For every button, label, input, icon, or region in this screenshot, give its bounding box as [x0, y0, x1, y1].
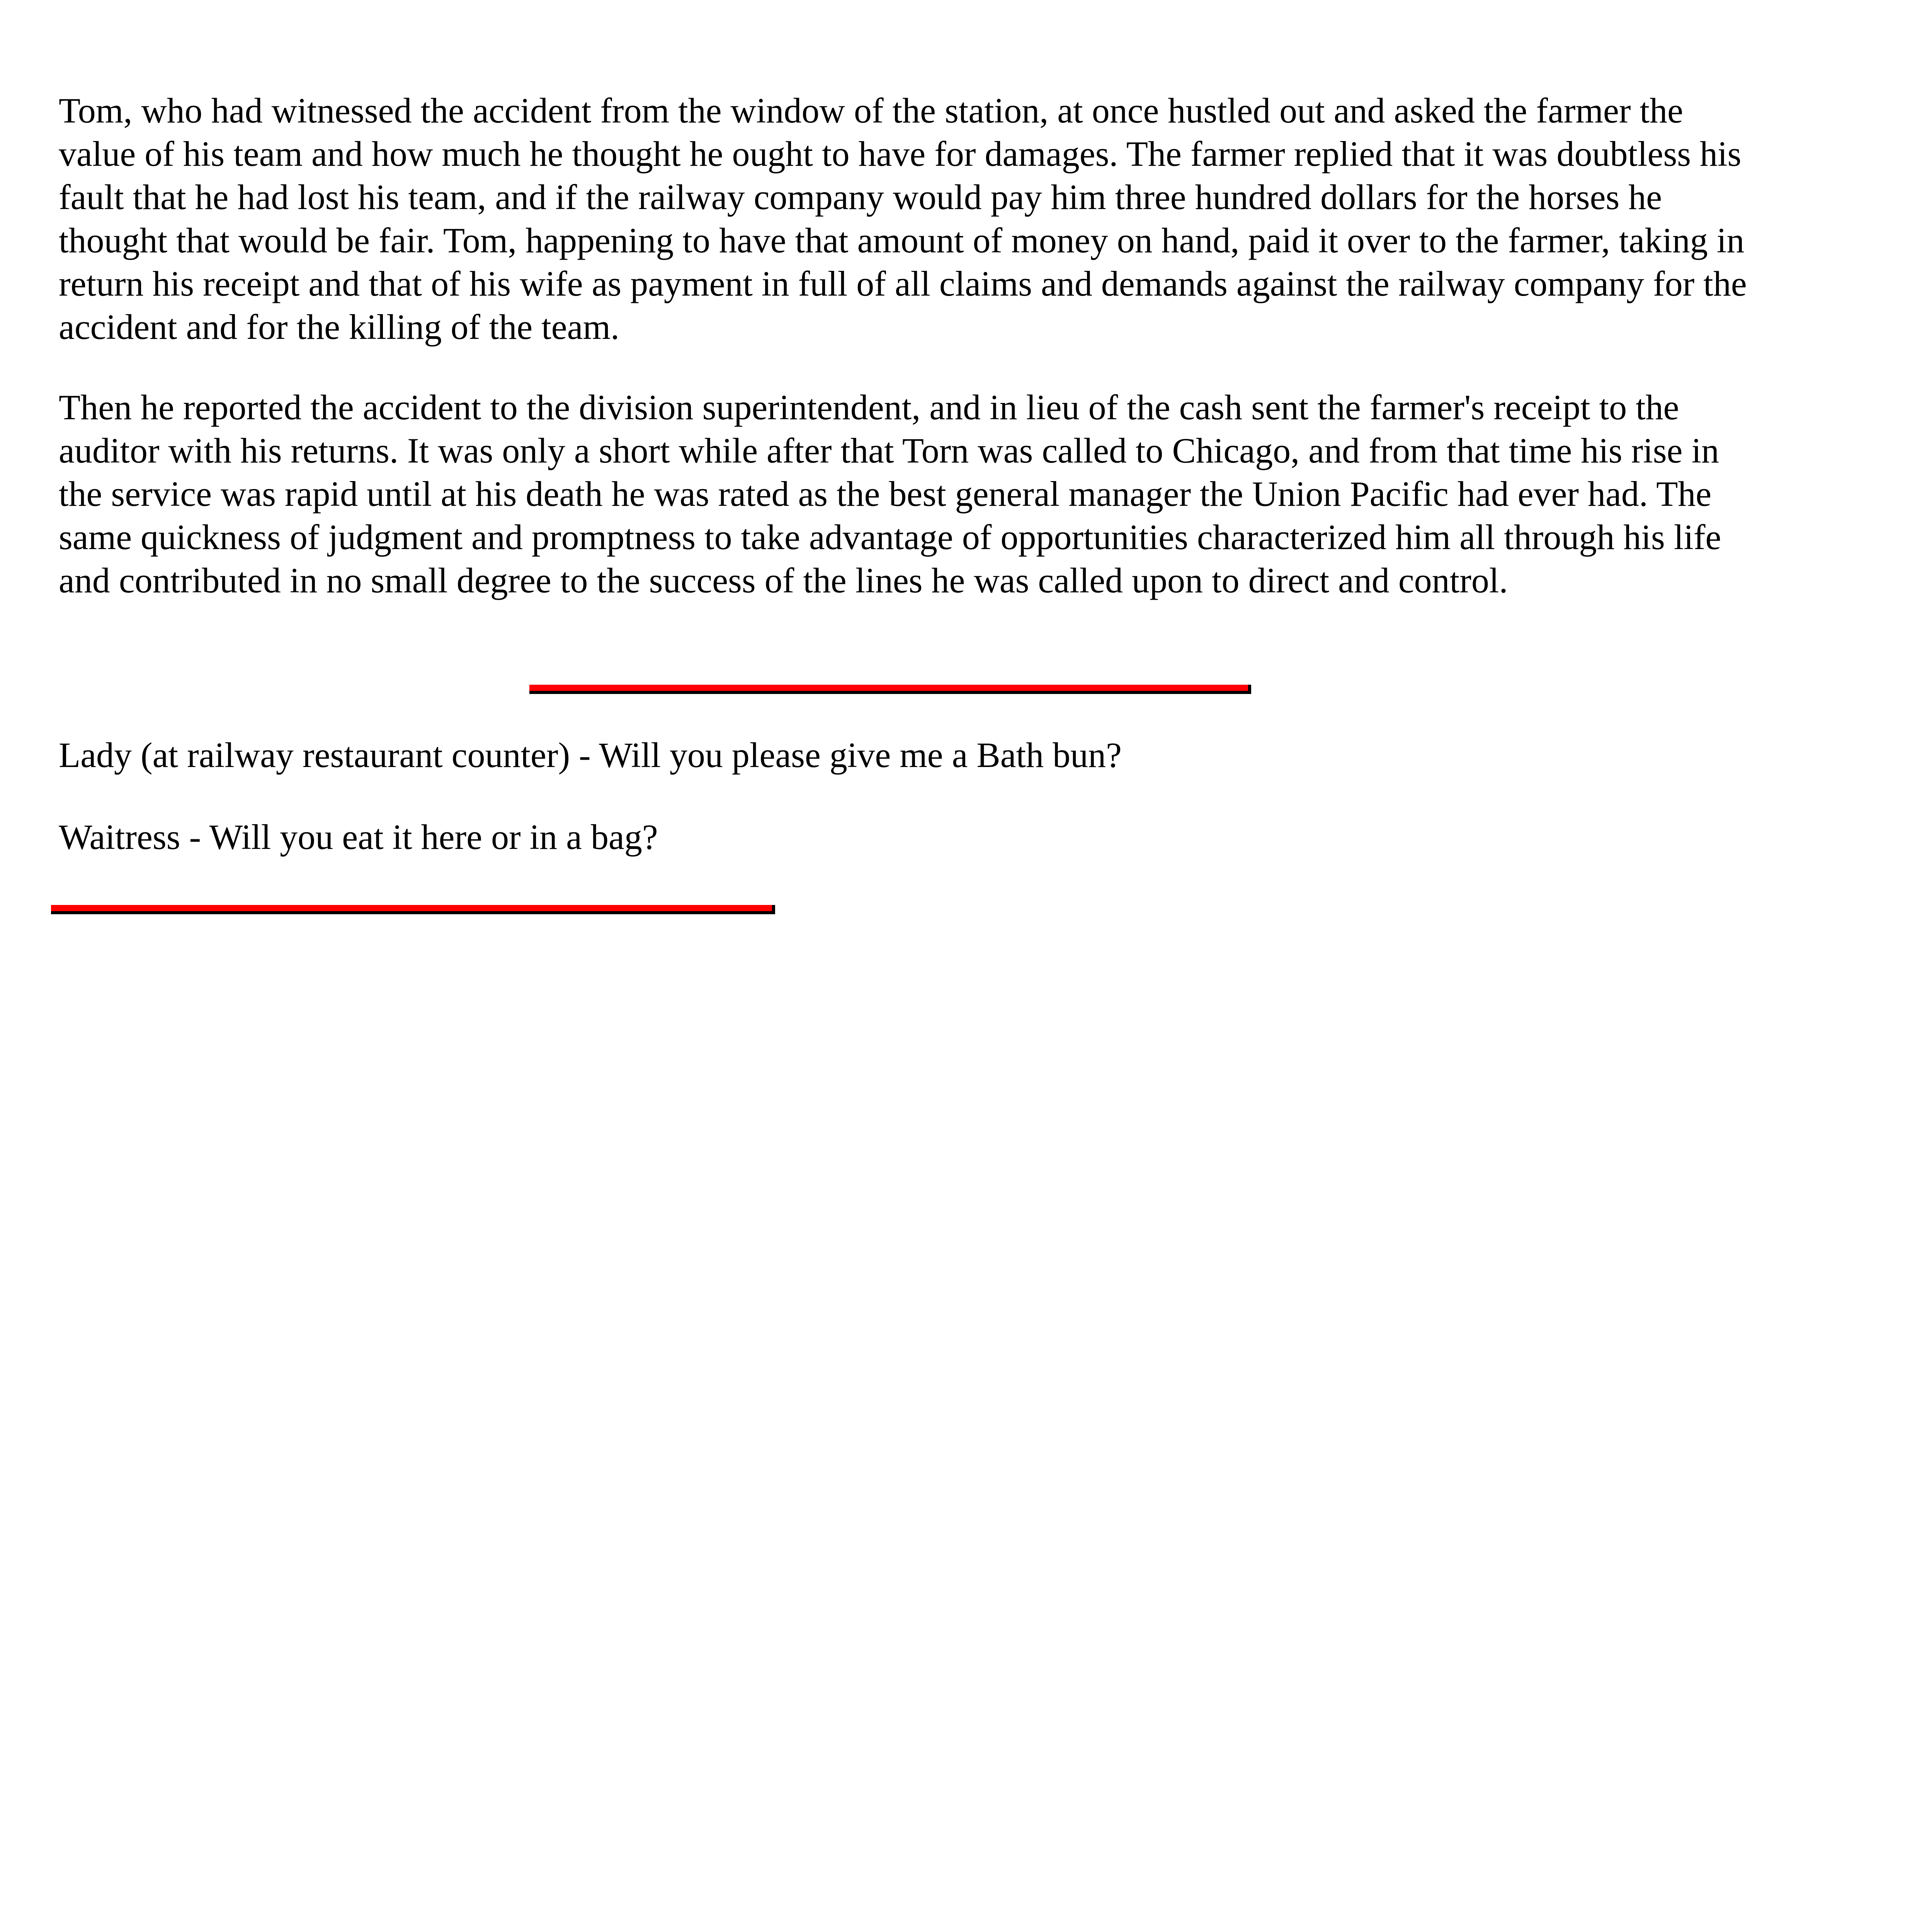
dialogue-line-1: Lady (at railway restaurant counter) - Will you please give me a Bath bun? — [59, 735, 1122, 775]
paragraph-1: Tom, who had witnessed the accident from the window of the station, at once hustled out and asked the farmer the value of his team and how much he thought he ought to have for damages. The farmer replied that it was doubtless his fault that he had lost his team, and if the railway company would pay him three hundred dollars for the horses he thought that would be fair. Tom, happening to have that amount of money on hand, paid it over to the farmer, taking in return his receipt and that of his wife as payment in full of all claims and demands against the railway company for the accident and for the killing of the team. — [59, 91, 1747, 347]
paragraph-2: Then he reported the accident to the division superintendent, and in lieu of the cash sent the farmer's receipt to the auditor with his returns. It was only a short while after that Torn was called to Chicago, and from that time his rise in the service was rapid until at his death he was rated as the best general manager the Union Pacific had ever had. The same quickness of judgment and promptness to take advantage of opportunities characterized him all through his life and contributed in no small degree to the success of the lines he was called upon to direct and control. — [59, 388, 1721, 600]
separator-rule-2 — [51, 905, 775, 914]
dialogue-line-2: Waitress - Will you eat it here or in a bag? — [59, 817, 658, 857]
separator-rule-1 — [529, 685, 1251, 694]
